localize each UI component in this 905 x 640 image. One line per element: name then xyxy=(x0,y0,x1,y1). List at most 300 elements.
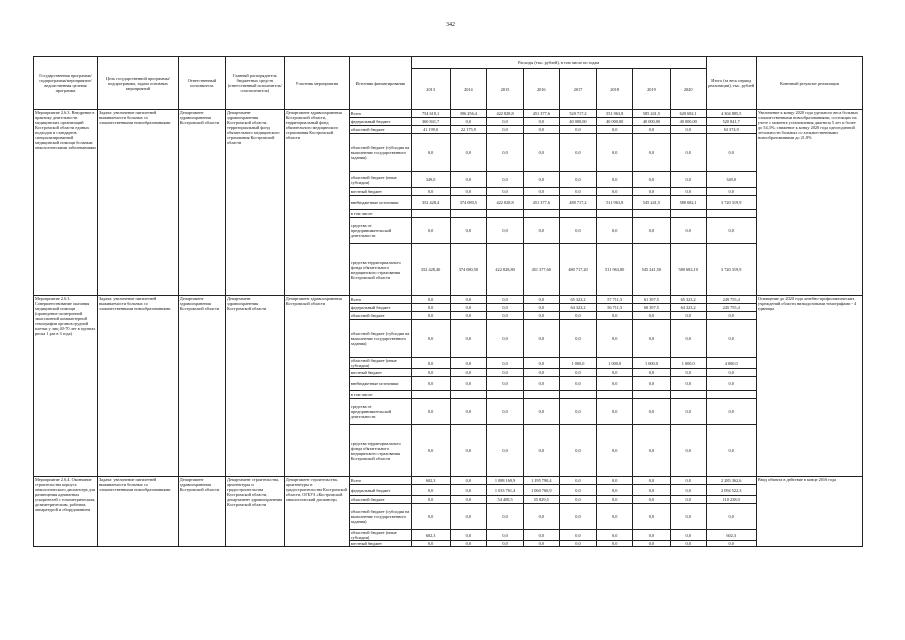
cell-total: 245 755,4 xyxy=(706,304,756,312)
cell-year-value: 0,0 xyxy=(450,504,487,530)
cell-year-value: 0,0 xyxy=(597,126,633,134)
cell-year-value: 40 000,00 xyxy=(670,118,706,126)
cell-year-value: 0,0 xyxy=(633,218,671,244)
cell-year-value: 0,0 xyxy=(487,399,524,425)
cell-year-value: 1 195 790,4 xyxy=(523,477,559,485)
cell-manager: Департамент здравоохранения Костромской области xyxy=(225,296,284,477)
cell-source: федеральный бюджет xyxy=(349,118,411,126)
cell-total: 63 374,9 xyxy=(706,126,756,134)
cell-year-value: 0,0 xyxy=(523,218,559,244)
cell-year-value: 0,0 xyxy=(523,541,559,547)
cell-year-value: 0,0 xyxy=(670,218,706,244)
header-participant: Участник мероприятия xyxy=(284,57,349,110)
cell-year-value: 22 175,9 xyxy=(450,126,487,134)
cell-year-value xyxy=(559,391,597,399)
cell-year-value: 0,0 xyxy=(487,320,524,358)
cell-year-value xyxy=(523,391,559,399)
cell-year-value: 0,0 xyxy=(450,530,487,541)
cell-year-value: 61 397,5 xyxy=(633,296,671,304)
cell-program: Мероприятие 2.6.3. Совершенствование оказания медицинской помощи (проведение позитронной эмиссионной компьютерной томографии органов грудной клетки у лиц 40-70 лет в группах риска 1 раз в 3 года) xyxy=(34,296,98,477)
cell-source: областной бюджет (иные субсидии) xyxy=(349,358,411,369)
cell-year-value: 0,0 xyxy=(597,377,633,391)
cell-year-value: 0,0 xyxy=(559,369,597,377)
cell-year-value: 0,0 xyxy=(523,399,559,425)
cell-year-value: 0,0 xyxy=(487,118,524,126)
cell-year-value: 511 963,8 xyxy=(597,196,633,210)
cell-year-value: 0,0 xyxy=(670,126,706,134)
cell-year-value: 602,3 xyxy=(411,530,450,541)
header-goal: Цель государственной программы/подпрограммы, задача основных мероприятий xyxy=(98,57,179,110)
cell-year-value: 0,0 xyxy=(523,134,559,172)
cell-year-value: 0,0 xyxy=(597,477,633,485)
cell-year-value: 0,0 xyxy=(450,399,487,425)
cell-year-value: 54 408,5 xyxy=(487,496,524,504)
page-number: 342 xyxy=(446,22,455,28)
cell-year-value: 0,0 xyxy=(487,312,524,320)
cell-year-value: 0,0 xyxy=(633,541,671,547)
cell-year-value: 0,0 xyxy=(670,496,706,504)
cell-year-value: 0,0 xyxy=(411,541,450,547)
cell-total: 0,0 xyxy=(706,504,756,530)
cell-year-value: 0,0 xyxy=(450,425,487,477)
cell-year-value: 0,0 xyxy=(633,126,671,134)
cell-year-value: 0,0 xyxy=(411,320,450,358)
cell-year-value: 1 033 761,4 xyxy=(487,485,524,496)
cell-year-value: 0,0 xyxy=(523,369,559,377)
cell-year-value: 0,0 xyxy=(633,477,671,485)
cell-year-value: 480 717,2 xyxy=(559,196,597,210)
header-year: 2015 xyxy=(487,69,524,110)
cell-total: 0,0 xyxy=(706,134,756,172)
cell-responsible: Департамент здравоохранения Костромской области xyxy=(178,110,225,296)
cell-total: 2 285 362,6 xyxy=(706,477,756,485)
cell-year-value: 0,0 xyxy=(450,134,487,172)
cell-year-value: 396 256,4 xyxy=(450,110,487,118)
cell-year-value: 0,0 xyxy=(597,496,633,504)
cell-total: 0,0 xyxy=(706,320,756,358)
cell-result: Увеличение к концу 2020 года удельного веса больных злокачественными новообразованиями, состоящих на учете с момента установления диагноза 5 лет и более до 54,3%; снижение к концу 2020 года одногодичной летальности больных со злокачественными новообразованиями до 21,8% xyxy=(756,110,862,296)
cell-total: 2 094 522,3 xyxy=(706,485,756,496)
cell-source: средства от предпринимательской деятельности xyxy=(349,218,411,244)
cell-year-value: 1 000,0 xyxy=(633,358,671,369)
cell-year-value: 0,0 xyxy=(633,369,671,377)
cell-year-value: 0,0 xyxy=(559,504,597,530)
cell-year-value: 0,0 xyxy=(523,358,559,369)
cell-year-value: 374 080,5 xyxy=(450,196,487,210)
cell-year-value: 0,0 xyxy=(670,369,706,377)
header-year: 2017 xyxy=(559,69,597,110)
cell-year-value: 40 000,00 xyxy=(597,118,633,126)
cell-year-value: 0,0 xyxy=(487,377,524,391)
cell-source: федеральный бюджет xyxy=(349,304,411,312)
cell-year-value: 0,0 xyxy=(633,377,671,391)
cell-year-value: 352 428,40 xyxy=(411,244,450,296)
cell-year-value: 0,0 xyxy=(670,188,706,196)
cell-year-value: 0,0 xyxy=(523,126,559,134)
table-body xyxy=(34,110,863,547)
cell-year-value: 0,0 xyxy=(559,134,597,172)
cell-source: Всего xyxy=(349,296,411,304)
cell-year-value xyxy=(411,210,450,218)
cell-source: внебюджетные источники xyxy=(349,377,411,391)
cell-year-value xyxy=(670,391,706,399)
cell-goal: Задача: увеличение пятилетней выживаемости больных со злокачественными новообразованиями xyxy=(98,296,179,477)
cell-total: 0,0 xyxy=(706,425,756,477)
cell-year-value: 1 000,0 xyxy=(559,358,597,369)
cell-year-value: 0,0 xyxy=(559,172,597,188)
cell-year-value: 0,0 xyxy=(670,320,706,358)
cell-year-value: 0,0 xyxy=(670,541,706,547)
cell-year-value xyxy=(450,391,487,399)
cell-year-value: 0,0 xyxy=(411,296,450,304)
cell-year-value: 0,0 xyxy=(633,188,671,196)
cell-year-value: 0,0 xyxy=(411,504,450,530)
cell-year-value: 0,0 xyxy=(633,399,671,425)
cell-year-value: 0,0 xyxy=(633,504,671,530)
cell-year-value: 0,0 xyxy=(523,304,559,312)
cell-year-value: 551 963,8 xyxy=(597,110,633,118)
cell-year-value xyxy=(559,210,597,218)
header-source: Источник финансирования xyxy=(349,57,411,110)
cell-year-value: 0,0 xyxy=(450,312,487,320)
cell-year-value: 0,0 xyxy=(670,312,706,320)
header-expenses: Расходы (тыс. рублей), в том числе по годам xyxy=(411,57,706,69)
cell-year-value xyxy=(633,391,671,399)
cell-source: Всего xyxy=(349,477,411,485)
cell-year-value: 0,0 xyxy=(487,172,524,188)
header-year: 2019 xyxy=(633,69,671,110)
cell-year-value: 0,0 xyxy=(670,504,706,530)
cell-year-value: 0,0 xyxy=(559,126,597,134)
cell-year-value: 602,3 xyxy=(411,477,450,485)
cell-source: областной бюджет xyxy=(349,312,411,320)
cell-year-value: 374 080,50 xyxy=(450,244,487,296)
cell-year-value: 0,0 xyxy=(411,399,450,425)
cell-year-value: 0,0 xyxy=(559,477,597,485)
cell-total: 249 755,4 xyxy=(706,296,756,304)
cell-year-value: 0,0 xyxy=(450,118,487,126)
cell-year-value: 55 829,5 xyxy=(523,496,559,504)
cell-year-value: 585 241,5 xyxy=(633,110,671,118)
cell-year-value: 349,0 xyxy=(411,172,450,188)
cell-total: 110 238,0 xyxy=(706,496,756,504)
cell-source: областной бюджет (иные субсидии) xyxy=(349,530,411,541)
table-row xyxy=(34,477,863,485)
cell-year-value: 0,0 xyxy=(597,134,633,172)
header-manager: Главный распорядитель бюджетных средств (ответственный исполнитель/соисполнитель) xyxy=(225,57,284,110)
cell-year-value: 580 682,1 xyxy=(670,196,706,210)
cell-year-value: 40 000,00 xyxy=(633,118,671,126)
cell-year-value: 60 397,5 xyxy=(633,304,671,312)
cell-total: 4 000,0 xyxy=(706,358,756,369)
header-total: Итого (за весь период реализации), тыс. рублей xyxy=(706,57,756,110)
header-year: 2014 xyxy=(450,69,487,110)
cell-result: Ввод объекта в действие в конце 2016 года xyxy=(756,477,862,547)
cell-year-value: 422 828,80 xyxy=(487,244,524,296)
cell-year-value: 0,0 xyxy=(450,377,487,391)
cell-responsible: Департамент здравоохранения Костромской области xyxy=(178,477,225,547)
cell-year-value xyxy=(487,391,524,399)
cell-year-value: 0,0 xyxy=(670,425,706,477)
cell-year-value: 40 000,00 xyxy=(559,118,597,126)
cell-year-value: 0,0 xyxy=(523,504,559,530)
cell-total: 0,0 xyxy=(706,377,756,391)
cell-year-value: 0,0 xyxy=(559,399,597,425)
cell-year-value: 0,0 xyxy=(633,530,671,541)
cell-total: 0,0 xyxy=(706,541,756,547)
header-year: 2018 xyxy=(597,69,633,110)
cell-year-value: 0,0 xyxy=(411,218,450,244)
cell-source: областной бюджет (субсидия на выполнение государственного задания) xyxy=(349,134,411,172)
cell-year-value: 0,0 xyxy=(559,425,597,477)
cell-total xyxy=(706,391,756,399)
cell-year-value: 0,0 xyxy=(597,320,633,358)
cell-year-value: 0,0 xyxy=(450,218,487,244)
cell-total: 0,0 xyxy=(706,369,756,377)
cell-goal: Задача: увеличение пятилетней выживаемости больных со злокачественными новообразованиями xyxy=(98,110,179,296)
cell-year-value: 451 377,6 xyxy=(523,196,559,210)
cell-source: федеральный бюджет xyxy=(349,485,411,496)
cell-year-value: 451 377,6 xyxy=(523,110,559,118)
cell-year-value: 0,0 xyxy=(559,496,597,504)
cell-year-value: 0,0 xyxy=(487,358,524,369)
cell-manager: Департамент здравоохранения Костромской области, территориальный фонд обязательного медицинского страхования Костромской области xyxy=(225,110,284,296)
cell-year-value: 451 377,60 xyxy=(523,244,559,296)
cell-year-value: 0,0 xyxy=(411,496,450,504)
cell-year-value: 422 828,8 xyxy=(487,196,524,210)
cell-year-value: 545 241,50 xyxy=(633,244,671,296)
cell-year-value: 65 323,2 xyxy=(670,296,706,304)
header-year: 2020 xyxy=(670,69,706,110)
cell-year-value: 0,0 xyxy=(523,172,559,188)
cell-source: средства территориального фонда обязательного медицинского страхования Костромской области xyxy=(349,425,411,477)
cell-result: Оснащение до 2020 года лечебно-профилактических учреждений области низкодозовыми томографами - 4 единицы xyxy=(756,296,862,477)
header-year: 2013 xyxy=(411,69,450,110)
cell-year-value: 0,0 xyxy=(597,369,633,377)
cell-goal: Задача: увеличение пятилетней выживаемости больных со злокачественными новообразованиями xyxy=(98,477,179,547)
cell-year-value: 0,0 xyxy=(487,504,524,530)
cell-total: 520 841,7 xyxy=(706,118,756,126)
cell-year-value: 0,0 xyxy=(523,425,559,477)
cell-total: 0,0 xyxy=(706,188,756,196)
cell-year-value: 0,0 xyxy=(450,485,487,496)
cell-source: в том числе: xyxy=(349,210,411,218)
cell-year-value: 0,0 xyxy=(487,369,524,377)
header-program: Государственная программа/подпрограмма/мероприятие/ведомственная целевая программа xyxy=(34,57,98,110)
cell-year-value: 0,0 xyxy=(523,118,559,126)
cell-year-value: 0,0 xyxy=(670,477,706,485)
cell-source: местный бюджет xyxy=(349,369,411,377)
cell-year-value: 0,0 xyxy=(411,425,450,477)
cell-year-value: 0,0 xyxy=(411,377,450,391)
expenses-table xyxy=(33,56,863,547)
cell-year-value: 360 841,7 xyxy=(411,118,450,126)
cell-year-value: 0,0 xyxy=(450,541,487,547)
cell-year-value: 57 711,3 xyxy=(597,296,633,304)
cell-year-value: 0,0 xyxy=(597,530,633,541)
cell-manager: Департамент строительства, архитектуры и градостроительства Костромской области, департамент здравоохранения Костромской области xyxy=(225,477,284,547)
cell-year-value: 0,0 xyxy=(450,369,487,377)
cell-year-value: 0,0 xyxy=(411,358,450,369)
cell-year-value: 0,0 xyxy=(670,172,706,188)
cell-year-value: 620 682,1 xyxy=(670,110,706,118)
cell-year-value: 0,0 xyxy=(523,377,559,391)
cell-year-value: 0,0 xyxy=(411,188,450,196)
cell-year-value: 422 828,8 xyxy=(487,110,524,118)
cell-year-value: 0,0 xyxy=(450,477,487,485)
cell-year-value: 1 060 760,9 xyxy=(523,485,559,496)
cell-year-value: 0,0 xyxy=(597,541,633,547)
cell-year-value: 0,0 xyxy=(523,320,559,358)
cell-year-value: 0,0 xyxy=(670,485,706,496)
cell-source: в том числе: xyxy=(349,391,411,399)
cell-year-value: 0,0 xyxy=(559,188,597,196)
cell-year-value: 1 088 169,9 xyxy=(487,477,524,485)
cell-total: 602,3 xyxy=(706,530,756,541)
cell-year-value: 0,0 xyxy=(633,485,671,496)
cell-source: средства от предпринимательской деятельности xyxy=(349,399,411,425)
cell-year-value: 0,0 xyxy=(597,425,633,477)
cell-year-value: 0,0 xyxy=(597,172,633,188)
cell-year-value xyxy=(523,210,559,218)
cell-program: Мероприятие 2.6.4. Окончание строительства корпуса онкологического диспансера для размещения адекватных ускорителей с топометрическим, дозиметрическим, рабочим, аппаратурой и оборудованием xyxy=(34,477,98,547)
cell-year-value: 65 323,2 xyxy=(559,296,597,304)
cell-total: 0,0 xyxy=(706,312,756,320)
cell-total: 0,0 xyxy=(706,218,756,244)
cell-year-value: 0,0 xyxy=(523,312,559,320)
cell-year-value: 0,0 xyxy=(450,358,487,369)
cell-total: 3 720 319,9 xyxy=(706,244,756,296)
cell-year-value: 0,0 xyxy=(597,399,633,425)
cell-year-value: 0,0 xyxy=(487,541,524,547)
cell-year-value: 0,0 xyxy=(670,134,706,172)
cell-year-value: 0,0 xyxy=(559,541,597,547)
cell-source: областной бюджет xyxy=(349,496,411,504)
cell-year-value: 0,0 xyxy=(559,312,597,320)
cell-year-value: 0,0 xyxy=(487,134,524,172)
cell-year-value: 0,0 xyxy=(670,530,706,541)
cell-year-value xyxy=(450,210,487,218)
cell-source: областной бюджет (субсидия на выполнение государственного задания) xyxy=(349,504,411,530)
cell-year-value xyxy=(670,210,706,218)
cell-year-value xyxy=(597,391,633,399)
cell-total xyxy=(706,210,756,218)
cell-year-value: 0,0 xyxy=(633,425,671,477)
cell-year-value: 480 717,20 xyxy=(559,244,597,296)
cell-participant: Департамент здравоохранения Костромской области xyxy=(284,296,349,477)
cell-year-value: 0,0 xyxy=(523,530,559,541)
cell-year-value: 0,0 xyxy=(597,504,633,530)
cell-responsible: Департамент здравоохранения Костромской области xyxy=(178,296,225,477)
cell-year-value: 0,0 xyxy=(487,304,524,312)
cell-year-value: 0,0 xyxy=(487,530,524,541)
cell-year-value: 754 618,1 xyxy=(411,110,450,118)
cell-year-value: 520 717,2 xyxy=(559,110,597,118)
cell-year-value: 580 682,10 xyxy=(670,244,706,296)
cell-year-value: 0,0 xyxy=(487,126,524,134)
cell-year-value: 0,0 xyxy=(450,188,487,196)
cell-total: 3 720 319,9 xyxy=(706,196,756,210)
cell-year-value: 0,0 xyxy=(411,485,450,496)
cell-year-value: 0,0 xyxy=(670,399,706,425)
cell-year-value: 0,0 xyxy=(597,312,633,320)
cell-year-value: 0,0 xyxy=(487,296,524,304)
cell-participant: Департамент строительства, архитектуры и градостроительства Костромской области, ОГБУЗ «Костромской онкологический диспансер» xyxy=(284,477,349,547)
cell-source: областной бюджет (субсидия на выполнение государственного задания) xyxy=(349,320,411,358)
cell-total: 0,0 xyxy=(706,399,756,425)
cell-source: областной бюджет (иные субсидии) xyxy=(349,172,411,188)
cell-total: 349,0 xyxy=(706,172,756,188)
cell-year-value: 0,0 xyxy=(670,377,706,391)
cell-year-value: 0,0 xyxy=(523,188,559,196)
cell-year-value: 1 000,0 xyxy=(670,358,706,369)
cell-year-value: 0,0 xyxy=(487,188,524,196)
table-row xyxy=(34,296,863,304)
cell-year-value: 0,0 xyxy=(411,369,450,377)
cell-year-value: 0,0 xyxy=(559,485,597,496)
cell-year-value: 0,0 xyxy=(559,320,597,358)
cell-year-value: 0,0 xyxy=(597,188,633,196)
cell-year-value: 0,0 xyxy=(450,496,487,504)
header-year: 2016 xyxy=(523,69,559,110)
cell-year-value xyxy=(411,391,450,399)
header-responsible: Ответственный исполнитель xyxy=(178,57,225,110)
cell-year-value: 0,0 xyxy=(633,312,671,320)
cell-year-value: 0,0 xyxy=(633,134,671,172)
cell-year-value: 0,0 xyxy=(450,320,487,358)
cell-year-value: 0,0 xyxy=(450,172,487,188)
cell-year-value: 0,0 xyxy=(559,377,597,391)
cell-year-value xyxy=(633,210,671,218)
header-result: Конечный результат реализации xyxy=(756,57,862,110)
cell-year-value: 0,0 xyxy=(450,304,487,312)
cell-year-value: 0,0 xyxy=(597,485,633,496)
cell-year-value: 56 711,3 xyxy=(597,304,633,312)
cell-year-value: 0,0 xyxy=(633,320,671,358)
cell-year-value: 0,0 xyxy=(411,134,450,172)
cell-source: местный бюджет xyxy=(349,541,411,547)
cell-source: местный бюджет xyxy=(349,188,411,196)
cell-year-value: 0,0 xyxy=(411,312,450,320)
cell-year-value: 41 199,0 xyxy=(411,126,450,134)
cell-year-value xyxy=(487,210,524,218)
cell-year-value xyxy=(597,210,633,218)
cell-year-value: 0,0 xyxy=(411,304,450,312)
cell-source: Всего xyxy=(349,110,411,118)
cell-year-value: 64 323,2 xyxy=(670,304,706,312)
cell-year-value: 64 323,2 xyxy=(559,304,597,312)
cell-year-value: 0,0 xyxy=(559,218,597,244)
cell-year-value: 0,0 xyxy=(487,218,524,244)
cell-source: областной бюджет xyxy=(349,126,411,134)
table-header xyxy=(34,57,863,110)
cell-program: Мероприятие 2.6.3. Внедрение в практику деятельности медицинских организаций Костромской области единых подходов и стандартов специализированной медицинской помощи больным онкологическими заболеваниями xyxy=(34,110,98,296)
cell-year-value: 1 000,0 xyxy=(597,358,633,369)
cell-year-value: 0,0 xyxy=(559,530,597,541)
cell-year-value: 0,0 xyxy=(487,425,524,477)
cell-source: средства территориального фонда обязательного медицинского страхования Костромской области xyxy=(349,244,411,296)
cell-year-value: 545 241,5 xyxy=(633,196,671,210)
cell-source: внебюджетные источники xyxy=(349,196,411,210)
cell-year-value: 0,0 xyxy=(633,496,671,504)
cell-year-value: 0,0 xyxy=(633,172,671,188)
cell-year-value: 0,0 xyxy=(597,218,633,244)
cell-year-value: 0,0 xyxy=(450,296,487,304)
cell-year-value: 511 963,80 xyxy=(597,244,633,296)
cell-total: 4 304 885,5 xyxy=(706,110,756,118)
table-row xyxy=(34,110,863,118)
cell-year-value: 0,0 xyxy=(523,296,559,304)
